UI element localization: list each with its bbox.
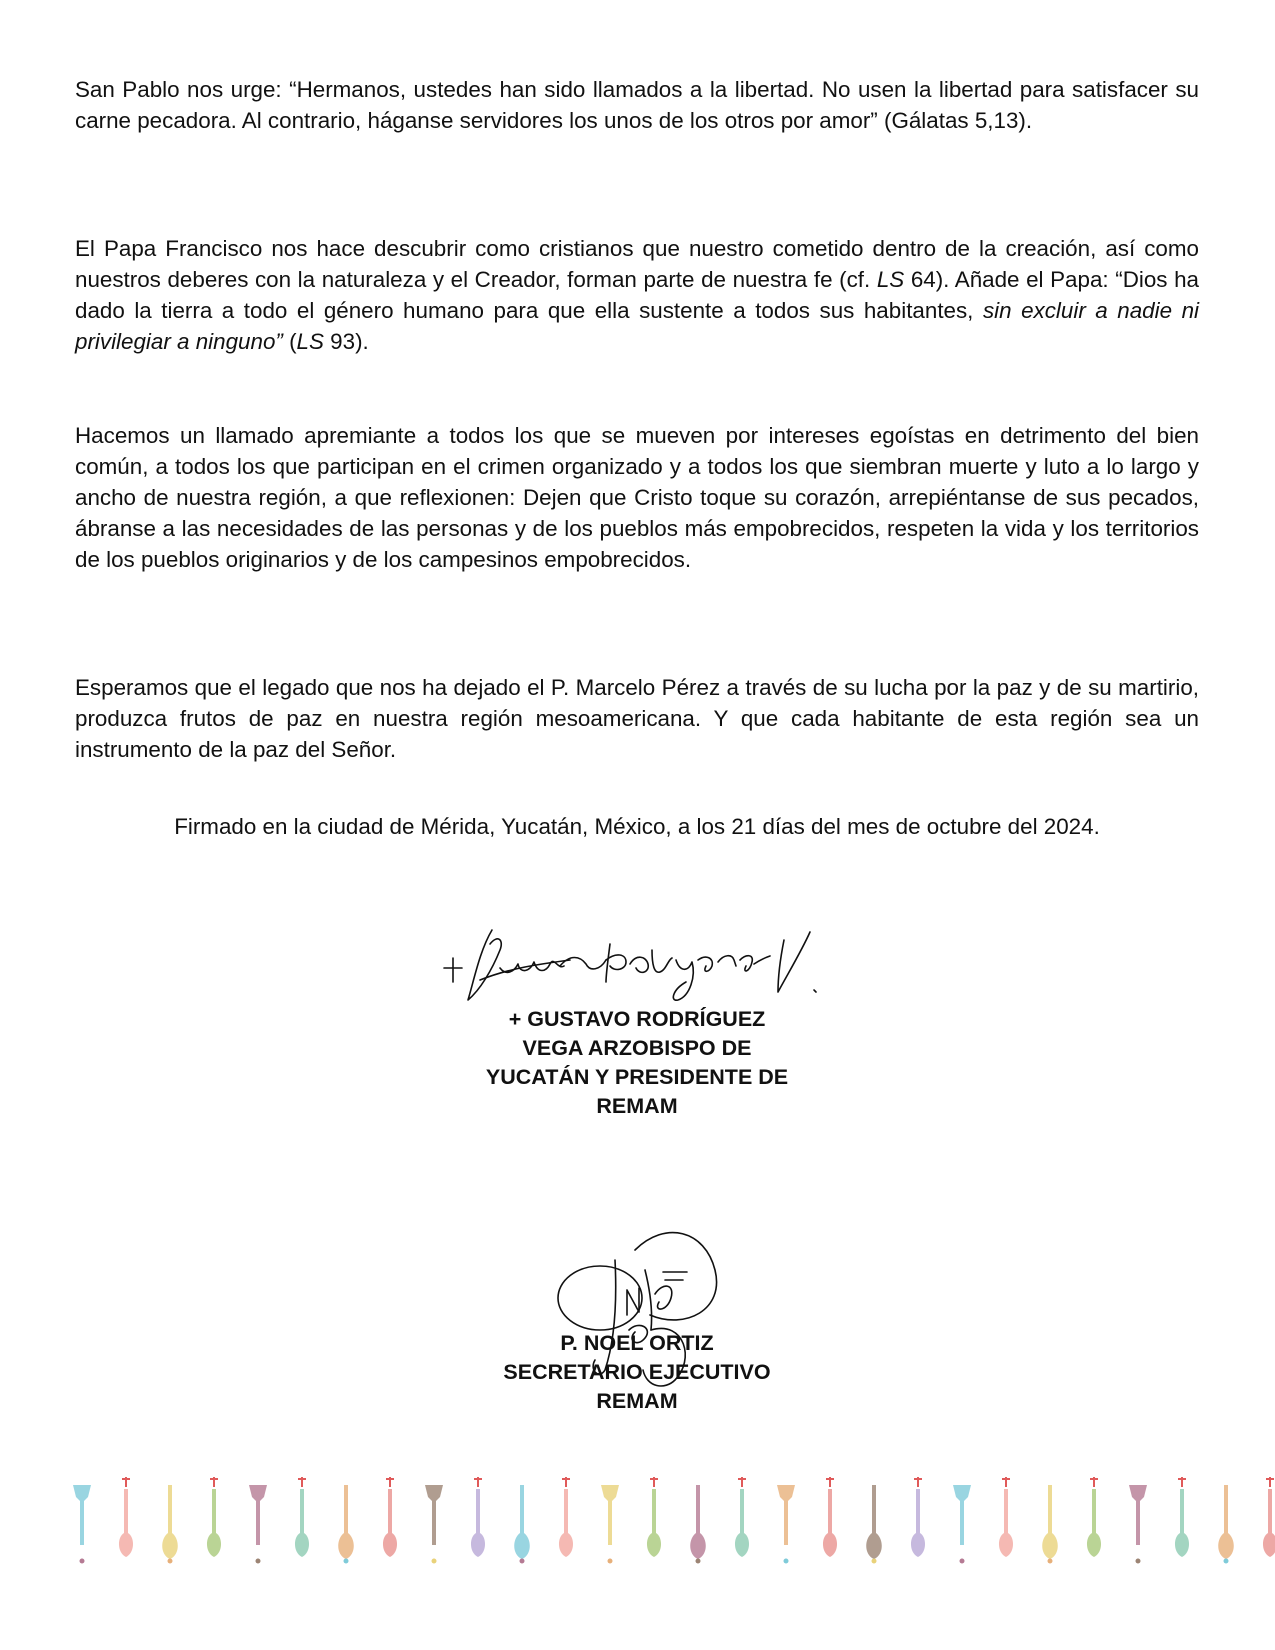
cross-icon <box>471 1477 485 1557</box>
p2-text-3: ( <box>282 329 297 354</box>
p2-ls-ref-1: LS <box>876 267 905 292</box>
cross-icon <box>911 1477 925 1557</box>
decorative-paddle-border <box>0 1475 1275 1585</box>
signatory-2-line-3: REMAM <box>596 1389 678 1413</box>
paddle-icon <box>690 1485 706 1564</box>
p2-text-1: El Papa Francisco nos hace descubrir como cristianos que nuestro cometido dentro de la creación, así como nuestros deberes con la naturaleza y el Creador, forman parte de nuestra fe (cf. <box>75 236 1199 292</box>
cross-icon <box>559 1477 573 1557</box>
cross-icon <box>1263 1477 1275 1557</box>
paddle-icon <box>601 1485 619 1564</box>
cross-icon <box>999 1477 1013 1557</box>
paragraph-legado <box>75 672 1199 765</box>
cross-icon <box>207 1477 221 1557</box>
cross-icon <box>119 1477 133 1557</box>
signatory-2-name-title <box>437 1329 837 1416</box>
paragraph-llamado-text: Hacemos un llamado apremiante a todos los que se mueven por intereses egoístas en detrimento del bien común, a todos los que participan en el crimen organizado y a todos los que siembran muerte y luto a lo largo y ancho de nuestra región, a que reflexionen: Dejen que Cristo toque su corazón, arrepiéntanse de sus pecados, ábranse a las necesidades de las personas y de los pueblos más empobrecidos, respeten la vida y los territorios de los pueblos originarios y de los campesinos empobrecidos. <box>75 423 1199 572</box>
paddle-icon <box>425 1485 443 1564</box>
p2-ls-ref-2: LS <box>296 329 324 354</box>
p2-text-2: 64). Añade el Papa: “Dios ha dado la tierra a todo el género humano para que ella sustente a todos sus habitantes, <box>75 267 1199 323</box>
paragraph-galatas-text: San Pablo nos urge: “Hermanos, ustedes han sido llamados a la libertad. No usen la libertad para satisfacer su carne pecadora. Al contrario, háganse servidores los unos de los otros por amor” (Gálatas 5,13). <box>75 77 1199 133</box>
cross-icon <box>823 1477 837 1557</box>
paddle-icon <box>162 1485 178 1564</box>
paragraph-llamado <box>75 420 1199 575</box>
paddle-icon <box>777 1485 795 1564</box>
signatory-1-line-2: VEGA ARZOBISPO DE <box>522 1036 752 1060</box>
signatory-1-line-3: YUCATÁN Y PRESIDENTE DE <box>485 1065 789 1089</box>
cross-icon <box>383 1477 397 1557</box>
paddle-icon <box>1129 1485 1147 1564</box>
paragraph-papa-francisco <box>75 233 1199 357</box>
paddle-icon <box>249 1485 267 1564</box>
paddle-icon <box>514 1485 530 1564</box>
signatory-2-line-2: SECRETARIO EJECUTIVO <box>503 1360 771 1384</box>
cross-icon <box>1087 1477 1101 1557</box>
paddle-icon <box>866 1485 882 1564</box>
paragraph-galatas <box>75 74 1199 136</box>
paddle-icon <box>338 1485 354 1564</box>
p2-italic-quote: sin excluir a nadie ni privilegiar a ninguno” <box>75 298 1199 354</box>
signatory-1-line-4: REMAM <box>596 1094 678 1118</box>
signed-location-date: Firmado en la ciudad de Mérida, Yucatán, México, a los 21 días del mes de octubre del 2024. <box>174 814 1100 839</box>
paragraph-legado-text: Esperamos que el legado que nos ha dejado el P. Marcelo Pérez a través de su lucha por la paz y de su martirio, produzca frutos de paz en nuestra región mesoamericana. Y que cada habitante de esta región sea un instrumento de la paz del Señor. <box>75 675 1199 762</box>
p2-text-4: 93). <box>323 329 369 354</box>
cross-icon <box>735 1477 749 1557</box>
paddle-icon <box>1042 1485 1058 1564</box>
cross-icon <box>295 1477 309 1557</box>
paddle-icon <box>1218 1485 1234 1564</box>
cross-icon <box>1175 1477 1189 1557</box>
signatory-1-line-1: + GUSTAVO RODRÍGUEZ <box>508 1007 766 1031</box>
signatory-1-name-title <box>437 1005 837 1121</box>
paddle-icon <box>953 1485 971 1564</box>
cross-icon <box>647 1477 661 1557</box>
paddle-icon <box>73 1485 91 1564</box>
signatory-2-line-1: P. NOEL ORTIZ <box>560 1331 714 1355</box>
